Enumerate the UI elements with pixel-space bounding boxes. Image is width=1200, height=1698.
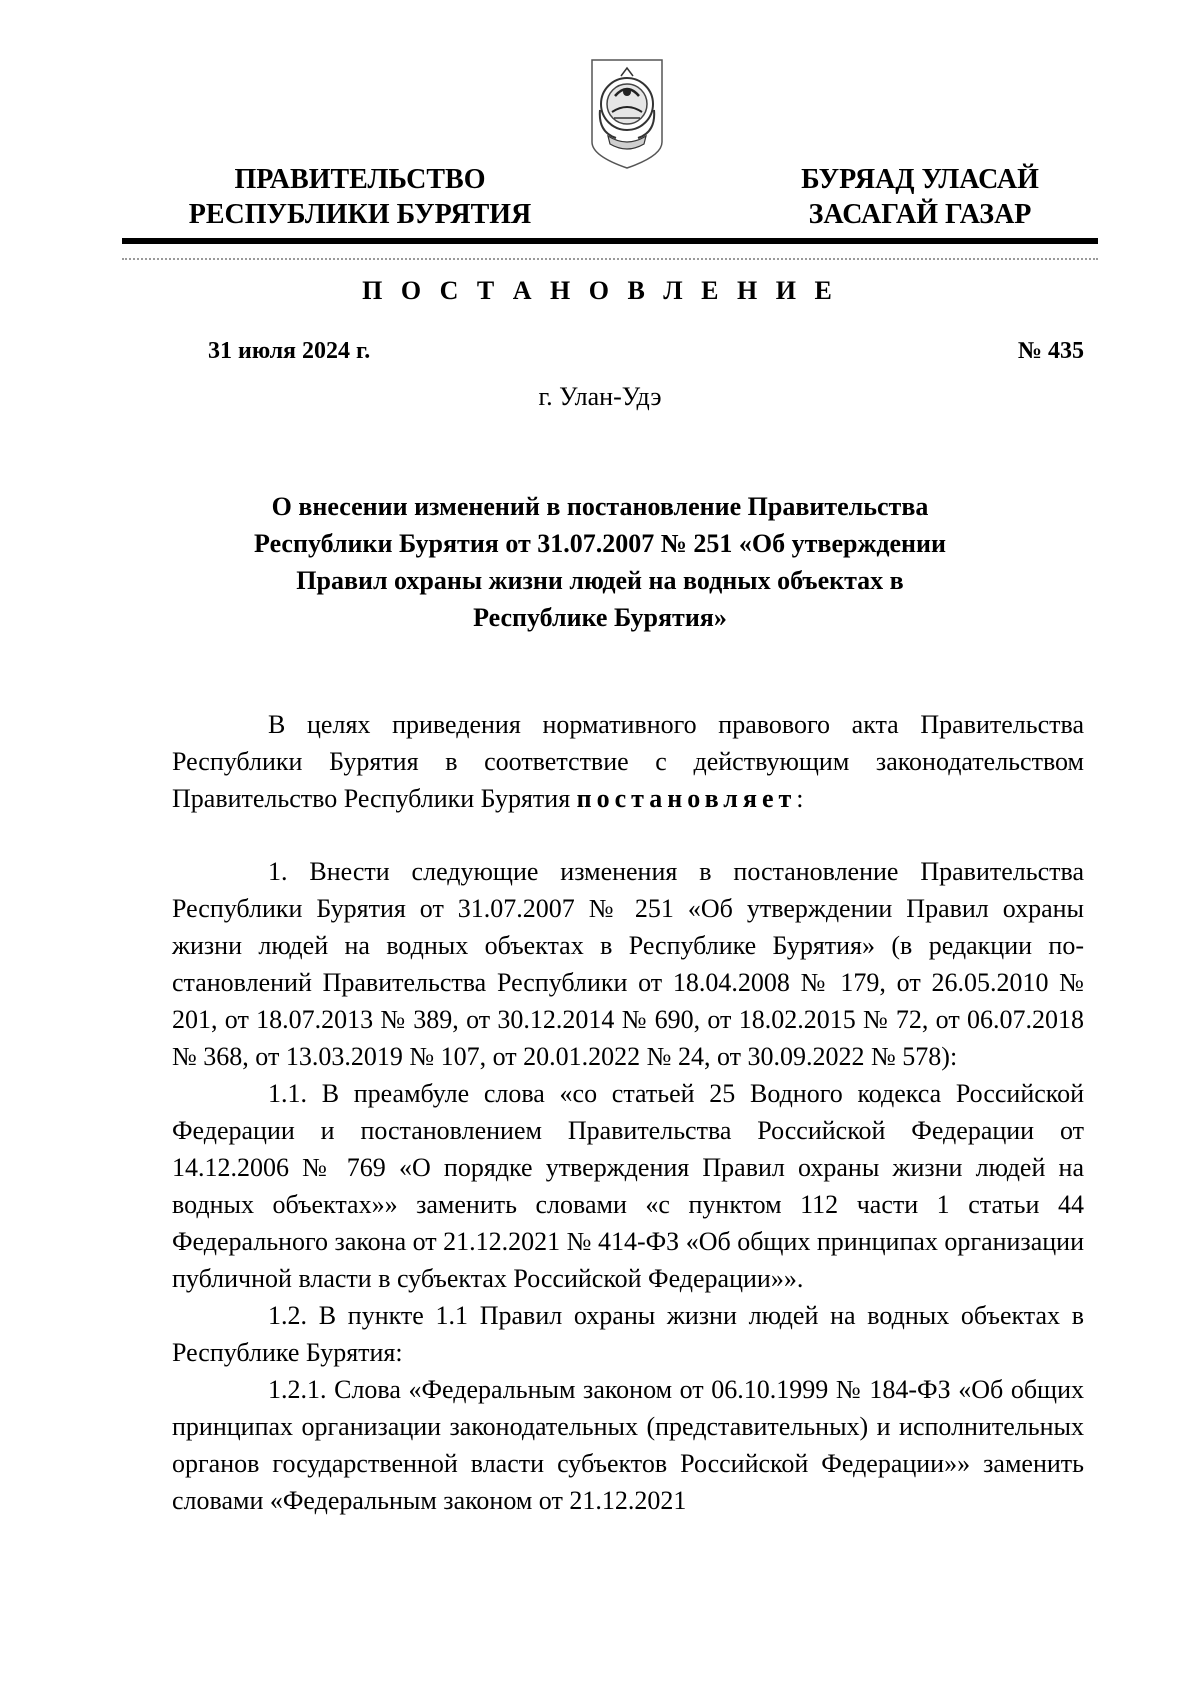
organization-name-ru-line-1: ПРАВИТЕЛЬСТВО: [234, 164, 486, 195]
document-title-line: О внесении изменений в постановление Правительства: [271, 492, 929, 521]
header-divider-thick: [122, 238, 1098, 244]
document-title-line: Республики Бурятия от 31.07.2007 № 251 «Об утверждении: [254, 529, 946, 558]
coat-of-arms-icon: [588, 56, 666, 172]
organization-name-bua: [730, 162, 1110, 232]
organization-name-ru-line-2: РЕСПУБЛИКИ БУРЯТИЯ: [188, 199, 532, 230]
preamble-paragraph: [172, 706, 1084, 817]
document-type-heading: П О С Т А Н О В Л Е Н И Е: [362, 276, 838, 305]
preamble-text: В целях приведения нормативного правового акта Правительства Республики Бурятия в соответствие с действующим законодательством Правительство Республики Бурятия: [172, 710, 1084, 813]
preamble-end: :: [796, 784, 804, 813]
document-number: № 435: [1017, 338, 1084, 364]
body-paragraph: 1. Внести следующие изменения в постановление Правительства Республики Бурятия от 31.07.2007 № 251 «Об утверждении Правил охраны жизни людей на водных объектах в Республике Бурятия» (в редакции постановлений Правительства Республики от 18.04.2008 № 179, от 26.05.2010 № 201, от 18.07.2013 № 389, от 30.12.2014 № 690, от 18.02.2015 № 72, от 06.07.2018 № 368, от 13.03.2019 № 107, от 20.01.2022 № 24, от 30.09.2022 № 578):: [172, 857, 1084, 1071]
document-title-line: Правил охраны жизни людей на водных объектах в: [296, 566, 904, 595]
preamble-keyword: постановляет: [576, 784, 797, 813]
organization-name-ru: [170, 162, 550, 232]
header-divider-thin: [122, 258, 1098, 260]
document-city: г. Улан-Удэ: [538, 382, 662, 411]
document-title: [200, 488, 1000, 636]
document-body: [172, 706, 1084, 1519]
body-paragraph: 1.2.1. Слова «Федеральным законом от 06.10.1999 № 184-ФЗ «Об общих принципах организации законодательных (представительных) и исполнительных органов государственной власти субъектов Российской Федерации»» заменить словами «Федеральным законом от 21.12.2021: [172, 1375, 1084, 1515]
organization-name-bua-line-2: ЗАСАГАЙ ГАЗАР: [808, 199, 1032, 230]
body-paragraph: 1.1. В преамбуле слова «со статьей 25 Водного кодекса Российской Федерации и постановлением Правительства Российской Федерации от 14.12.2006 № 769 «О порядке утверждения Правил охраны жизни людей на водных объектах»» заменить словами «с пунктом 112 части 1 статьи 44 Федерального закона от 21.12.2021 № 414-ФЗ «Об общих принципах организации публичной власти в субъектах Российской Федерации»».: [172, 1079, 1084, 1293]
document-date: 31 июля 2024 г.: [208, 338, 371, 364]
document-title-line: Республике Бурятия»: [473, 603, 727, 632]
body-paragraph: 1.2. В пункте 1.1 Правил охраны жизни людей на водных объектах в Республике Бурятия:: [172, 1301, 1084, 1367]
organization-name-bua-line-1: БУРЯАД УЛАСАЙ: [801, 164, 1039, 195]
